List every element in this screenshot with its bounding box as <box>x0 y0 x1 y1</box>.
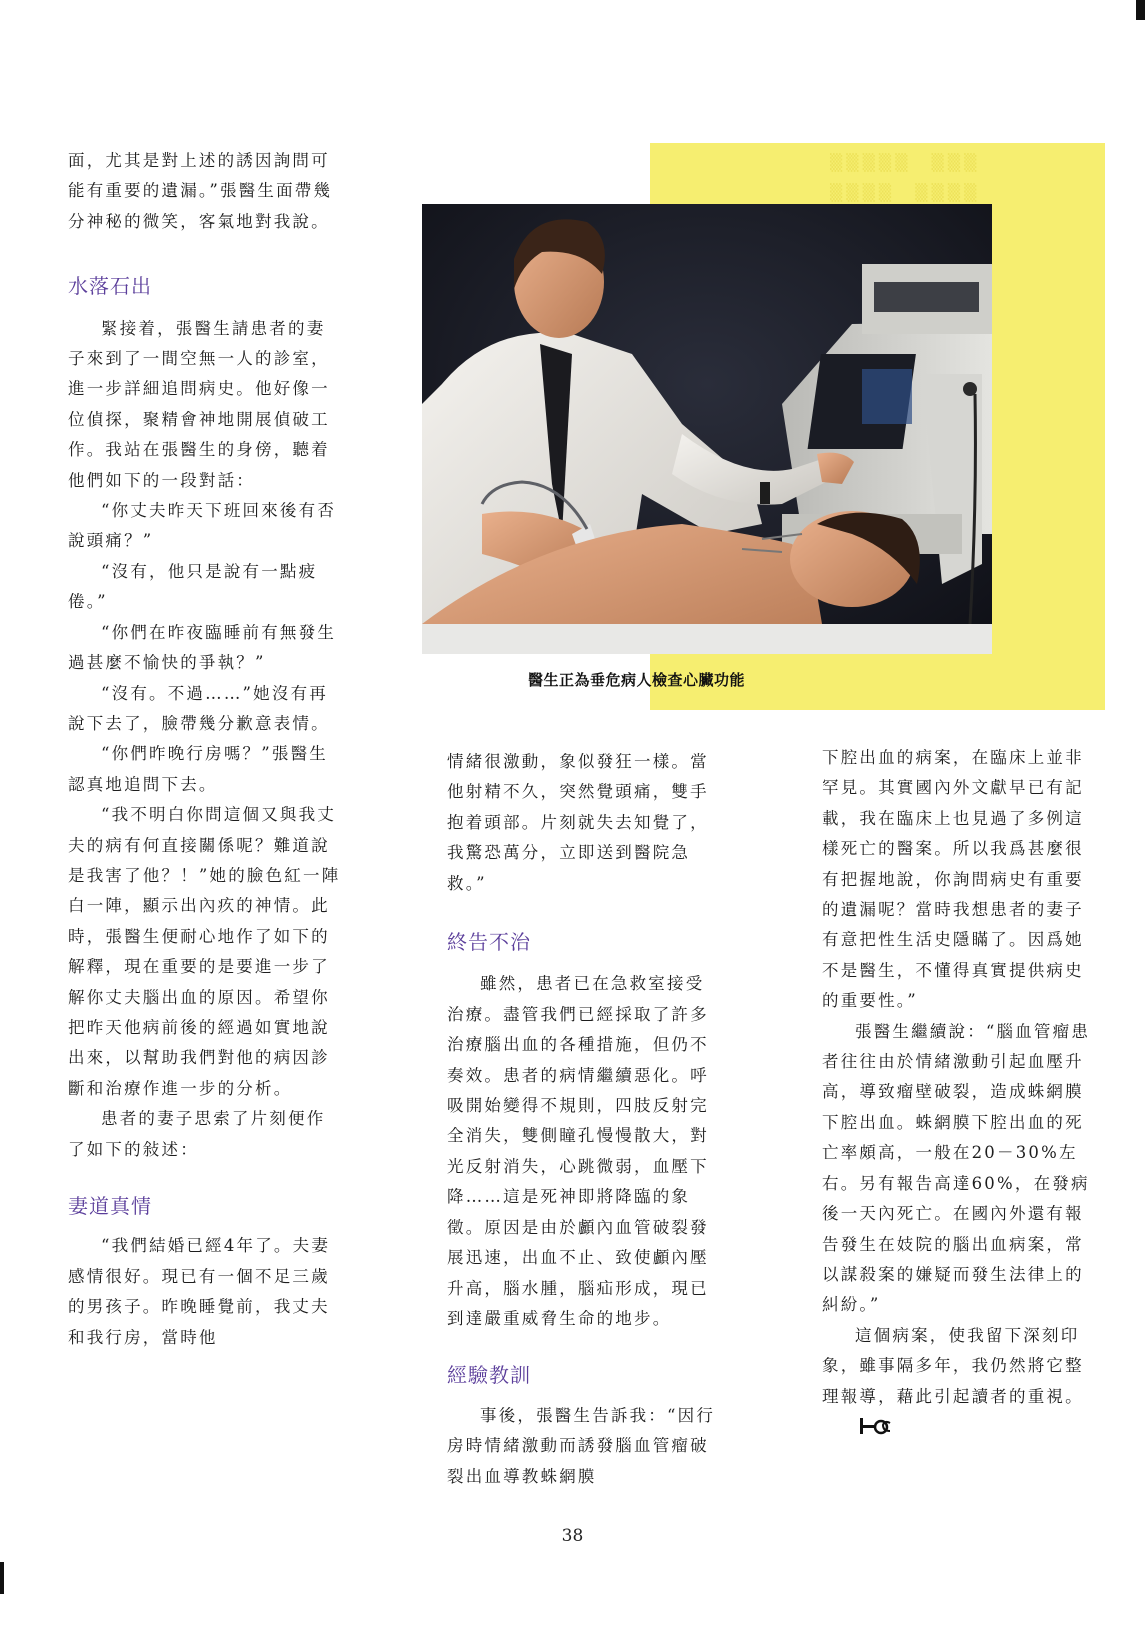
text-column-3 <box>822 743 1098 1445</box>
show-through-text: ▒▒▒▒▒ ▒▒▒ ▒▒▒▒ ▒▒▒▒ <box>830 153 981 202</box>
paragraph: “我們結婚已經4年了。夫妻感情很好。現已有一個不足三歲的男孩子。昨晚睡覺前，我丈夫和我行房，當時他 <box>68 1236 331 1347</box>
text-column-2 <box>447 747 722 1492</box>
photo-illustration <box>422 204 992 654</box>
dialogue-paragraph: “沒有，他只是說有一點疲倦。” <box>68 561 318 612</box>
paragraph: 雖然，患者已在急救室接受治療。盡管我們已經採取了許多治療腦出血的各種措施，但仍不奏效。患者的病情繼續惡化。呼吸開始變得不規則，四肢反射完全消失，雙側瞳孔慢慢散大，對光反射消失，心跳微弱，血壓下降……這是死神即將降臨的象徵。原因是由於顱內血管破裂發展迅速，出血不止、致使顱內壓升高，腦水腫，腦疝形成，現已到達嚴重威脅生命的地步。 <box>447 974 709 1328</box>
dialogue-paragraph: “你們昨晚行房嗎？”張醫生認真地追問下去。 <box>68 744 328 794</box>
paragraph-text: 這個病案，使我留下深刻印象，雖事隔多年，我仍然將它整理報導，藉此引起讀者的重視。 <box>822 1325 1084 1406</box>
section-heading: 水落石出 <box>68 274 152 299</box>
dialogue-paragraph: “沒有。不過……”她沒有再說下去了，臉帶幾分歉意表情。 <box>68 683 330 733</box>
paragraph: 事後，張醫生告訴我：“因行房時情緒激動而誘發腦血管瘤破裂出血導教蛛網膜 <box>447 1405 716 1486</box>
edge-mark-left <box>0 1562 4 1594</box>
dialogue-paragraph: “你丈夫昨天下班回來後有否說頭痛？” <box>68 501 337 551</box>
dialogue-paragraph: “我不明白你問這個又與我丈夫的病有何直接關係呢？難道說是我害了他？！”她的臉色紅一陣白一陣，顯示出內疚的神情。此時，張醫生便耐心地作了如下的解釋，現在重要的是要進一步了解你丈夫腦出血的原因。希望你把昨天他病前後的經過如實地說出來，以幫助我們對他的病因診斷和治療作進一步的分析。 <box>68 805 341 1098</box>
paragraph: 面，尤其是對上述的誘因詢問可能有重要的遺漏。”張醫生面帶幾分神秘的微笑，客氣地對我說。 <box>68 151 333 231</box>
section-heading: 終告不治 <box>447 930 531 955</box>
hc-logo-icon <box>826 1415 893 1445</box>
paragraph: 患者的妻子思索了片刻便作了如下的敍述： <box>68 1109 326 1159</box>
section-heading: 經驗教訓 <box>447 1363 531 1388</box>
paragraph: 張醫生繼續說：“腦血管瘤患者往往由於情緒激動引起血壓升高，導致瘤壁破裂，造成蛛網膜下腔出血。蛛網膜下腔出血的死亡率頗高，一般在20－30%左右。另有報告高達60%，在發病後一天內死亡。在國內外還有報告發生在妓院的腦出血病案，常以謀殺案的嫌疑而發生法律上的糾紛。” <box>822 1021 1091 1315</box>
section-heading: 妻道真情 <box>68 1194 152 1218</box>
dialogue-paragraph: “你們在昨夜臨睡前有無發生過甚麼不愉快的爭執？” <box>68 622 337 673</box>
paragraph: 下腔出血的病案，在臨床上並非罕見。其實國內外文獻早已有記載，我在臨床上也見過了多例這樣死亡的醫案。所以我爲甚麼很有把握地說，你詢問病史有重要的遺漏呢？當時我想患者的妻子有意把性生活史隱瞞了。因爲她不是醫生，不懂得真實提供病史的重要性。” <box>822 748 1084 1011</box>
text-column-1 <box>68 146 344 1353</box>
paragraph: 情緒很激動，象似發狂一樣。當他射精不久，突然覺頭痛，雙手抱着頭部。片刻就失去知覺了，我驚恐萬分，立即送到醫院急救。” <box>447 752 709 893</box>
closing-paragraph <box>822 1321 1098 1446</box>
page-number: 38 <box>561 1526 584 1546</box>
doctor-examining-patient-photo <box>422 204 992 654</box>
paragraph: 緊接着，張醫生請患者的妻子來到了一間空無一人的診室，進一步詳細追問病史。他好像一位偵探，聚精會神地開展偵破工作。我站在張醫生的身傍，聽着他們如下的一段對話： <box>68 318 330 490</box>
corner-mark-top-right <box>1136 0 1145 20</box>
photo-caption: 醫生正為垂危病人檢查心臟功能 <box>528 671 746 689</box>
